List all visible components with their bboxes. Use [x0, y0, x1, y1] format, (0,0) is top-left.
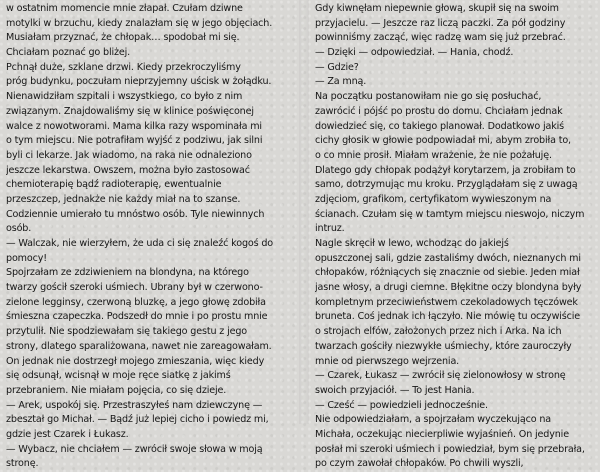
text-line: chemioterapię bądź radioterapię, ewentualnie [6, 179, 222, 191]
text-line: związanym. Znajdowaliśmy się w klinice poświęconej [6, 105, 254, 117]
text-line: Gdy kiwnęłam niepewnie głową, skupił się na swoim [315, 3, 559, 14]
text-line: ścianach. Czułam się w tamtym miejscu nieswojo, niczym [315, 208, 585, 220]
text-line: dowiedzieć się, co takiego planował. Dodatkowo jakiś [315, 120, 564, 132]
text-line: Nienawidziłam szpitali i wszystkiego, co było z nim [6, 91, 243, 103]
text-line: zbeształ go Michał. — Bądź już lepiej cicho i powiedz mi, [6, 414, 269, 426]
text-line: Dlatego gdy chłopak podążył korytarzem, ja zrobiłam to [315, 164, 576, 176]
text-line: o co mnie prosił. Miałam wrażenie, że nie pożałuję. [315, 149, 552, 161]
text-line: — Za mną. [315, 76, 367, 88]
text-line: posłał mi szeroki uśmiech i powiedział, bym się przebrała, [315, 443, 585, 455]
text-line: — Arek, uspokój się. Przestraszyłeś nam dziewczynę — [6, 399, 263, 411]
text-line: opuszczonej sali, gdzie zastaliśmy dwóch, nieznanych mi [315, 252, 581, 264]
text-line: Pchnął duże, szklane drzwi. Kiedy przekroczyliśmy [6, 61, 241, 73]
text-line: — Cześć — powiedzieli jednocześnie. [315, 399, 488, 411]
text-line: — Gdzie? [315, 61, 359, 73]
text-line: strony, dlatego sparaliżowana, nawet nie zareagowałam. [6, 340, 272, 352]
text-line: próg budynku, poczułam nieprzyjemny uścisk w żołądku. [6, 76, 272, 88]
text-line: — Wybacz, nie chciałem — zwrócił swoje słowa w moją [6, 443, 263, 455]
text-line: byli ci lekarze. Jak wiadomo, na raka nie odnaleziono [6, 149, 252, 161]
text-line: kompletnym przeciwieństwem czekoladowych tęczówek [315, 296, 578, 308]
text-line: gdzie jest Czarek i Łukasz. [6, 428, 129, 440]
left-page-text [6, 2, 296, 472]
text-line: przyjacielu. — Jeszcze raz liczą paczki. Za pół godziny [315, 17, 566, 29]
text-line: zawrócić i pójść po prostu do domu. Chciałam jednak [315, 105, 563, 117]
text-line: jasne włosy, a drugi ciemne. Błękitne oczy blondyna były [315, 282, 582, 294]
text-line: twarzach gościły niezwykłe uśmiechy, które zauroczyły [315, 340, 572, 352]
text-line: Na początku postanowiłam nie go się posłuchać, [315, 91, 542, 103]
text-line: Nie odpowiedziałam, a spojrzałam wyczekująco na [315, 414, 551, 426]
text-line: Musiałam przyznać, że chłopak… spodobał mi się. [6, 32, 240, 44]
text-line: swoich przyjaciół. — To jest Hania. [315, 384, 475, 396]
text-line: Nagle skręcił w lewo, wchodząc do jakiejś [315, 238, 509, 249]
text-line: powinniśmy zacząć, więc radzę wam się już przebrać. [315, 32, 566, 44]
text-line: chłopaków, różniących się znacznie od siebie. Jeden miał [315, 267, 580, 279]
text-line: walce z nowotworami. Mama kilka razy wspominała mi [6, 120, 262, 132]
text-line: mnie od pierwszego wejrzenia. [315, 355, 460, 367]
text-line: Michała, oczekując niecierpliwie wyjaśnień. On jedynie [315, 428, 569, 440]
text-line: o strojach elfów, założonych przez nich i Arka. Na ich [315, 326, 562, 338]
text-line: pomocy! [6, 252, 47, 264]
right-page-text [315, 2, 595, 472]
text-line: osób. [6, 223, 32, 235]
text-line: stronę. [6, 458, 39, 470]
text-line: twarzy gościł szeroki uśmiech. Ubrany był w czerwono- [6, 282, 263, 294]
text-line: — Walczak, nie wierzyłem, że uda ci się znaleźć kogoś do [6, 238, 274, 249]
text-line: w ostatnim momencie mnie złapał. Czułam dziwne [6, 3, 243, 14]
text-line: Codziennie umierało tu mnóstwo osób. Tyle niewinnych [6, 208, 265, 220]
text-line: — Czarek, Łukasz — zwrócił się zielonowłosy w stronę [315, 370, 566, 382]
text-line: o tym miejscu. Nie potrafiłam wyjść z podziwu, jak silni [6, 135, 263, 147]
text-line: zdjęciom, grafikom, certyfikatom wywieszonym na [315, 193, 552, 205]
text-line: zielone legginsy, czerwoną bluzkę, a jego głowę zdobiła [6, 296, 266, 308]
text-line: cichy głosik w głowie podpowiadał mi, abym zrobiła to, [315, 135, 571, 147]
text-line: motylki w brzuchu, kiedy znalazłam się w jego objęciach. [6, 17, 273, 29]
book-gutter [299, 0, 309, 424]
text-line: przeszczep, jednakże nie każdy miał na to szanse. [6, 193, 241, 205]
text-line: po czym zawołał chłopaków. Po chwili wyszli, [315, 458, 524, 470]
text-line: przebraniem. Nie miałam pojęcia, co się dzieje. [6, 384, 227, 396]
text-line: się odsunął, wcisnął w moje ręce siatkę z jakimś [6, 370, 231, 382]
text-line: — Dzięki — odpowiedział. — Hania, chodź. [315, 47, 514, 59]
text-line: bruneta. Coś jednak ich łączyło. Nie mówię tu oczywiście [315, 311, 581, 323]
text-line: śmieszna czapeczka. Podszedł do mnie i po prostu mnie [6, 311, 268, 323]
text-line: intruz. [315, 223, 345, 235]
text-line: przytulił. Nie spodziewałam się takiego gestu z jego [6, 326, 248, 338]
text-line: samo, dotrzymując mu kroku. Przyglądałam się z uwagą [315, 179, 578, 191]
text-line: On jednak nie dostrzegł mojego zmieszania, więc kiedy [6, 355, 265, 367]
text-line: Spojrzałam ze zdziwieniem na blondyna, na którego [6, 267, 249, 279]
text-line: jeszcze lekarstwa. Owszem, można było zastosować [6, 164, 250, 176]
text-line: Chciałam poznać go bliżej. [6, 47, 131, 59]
